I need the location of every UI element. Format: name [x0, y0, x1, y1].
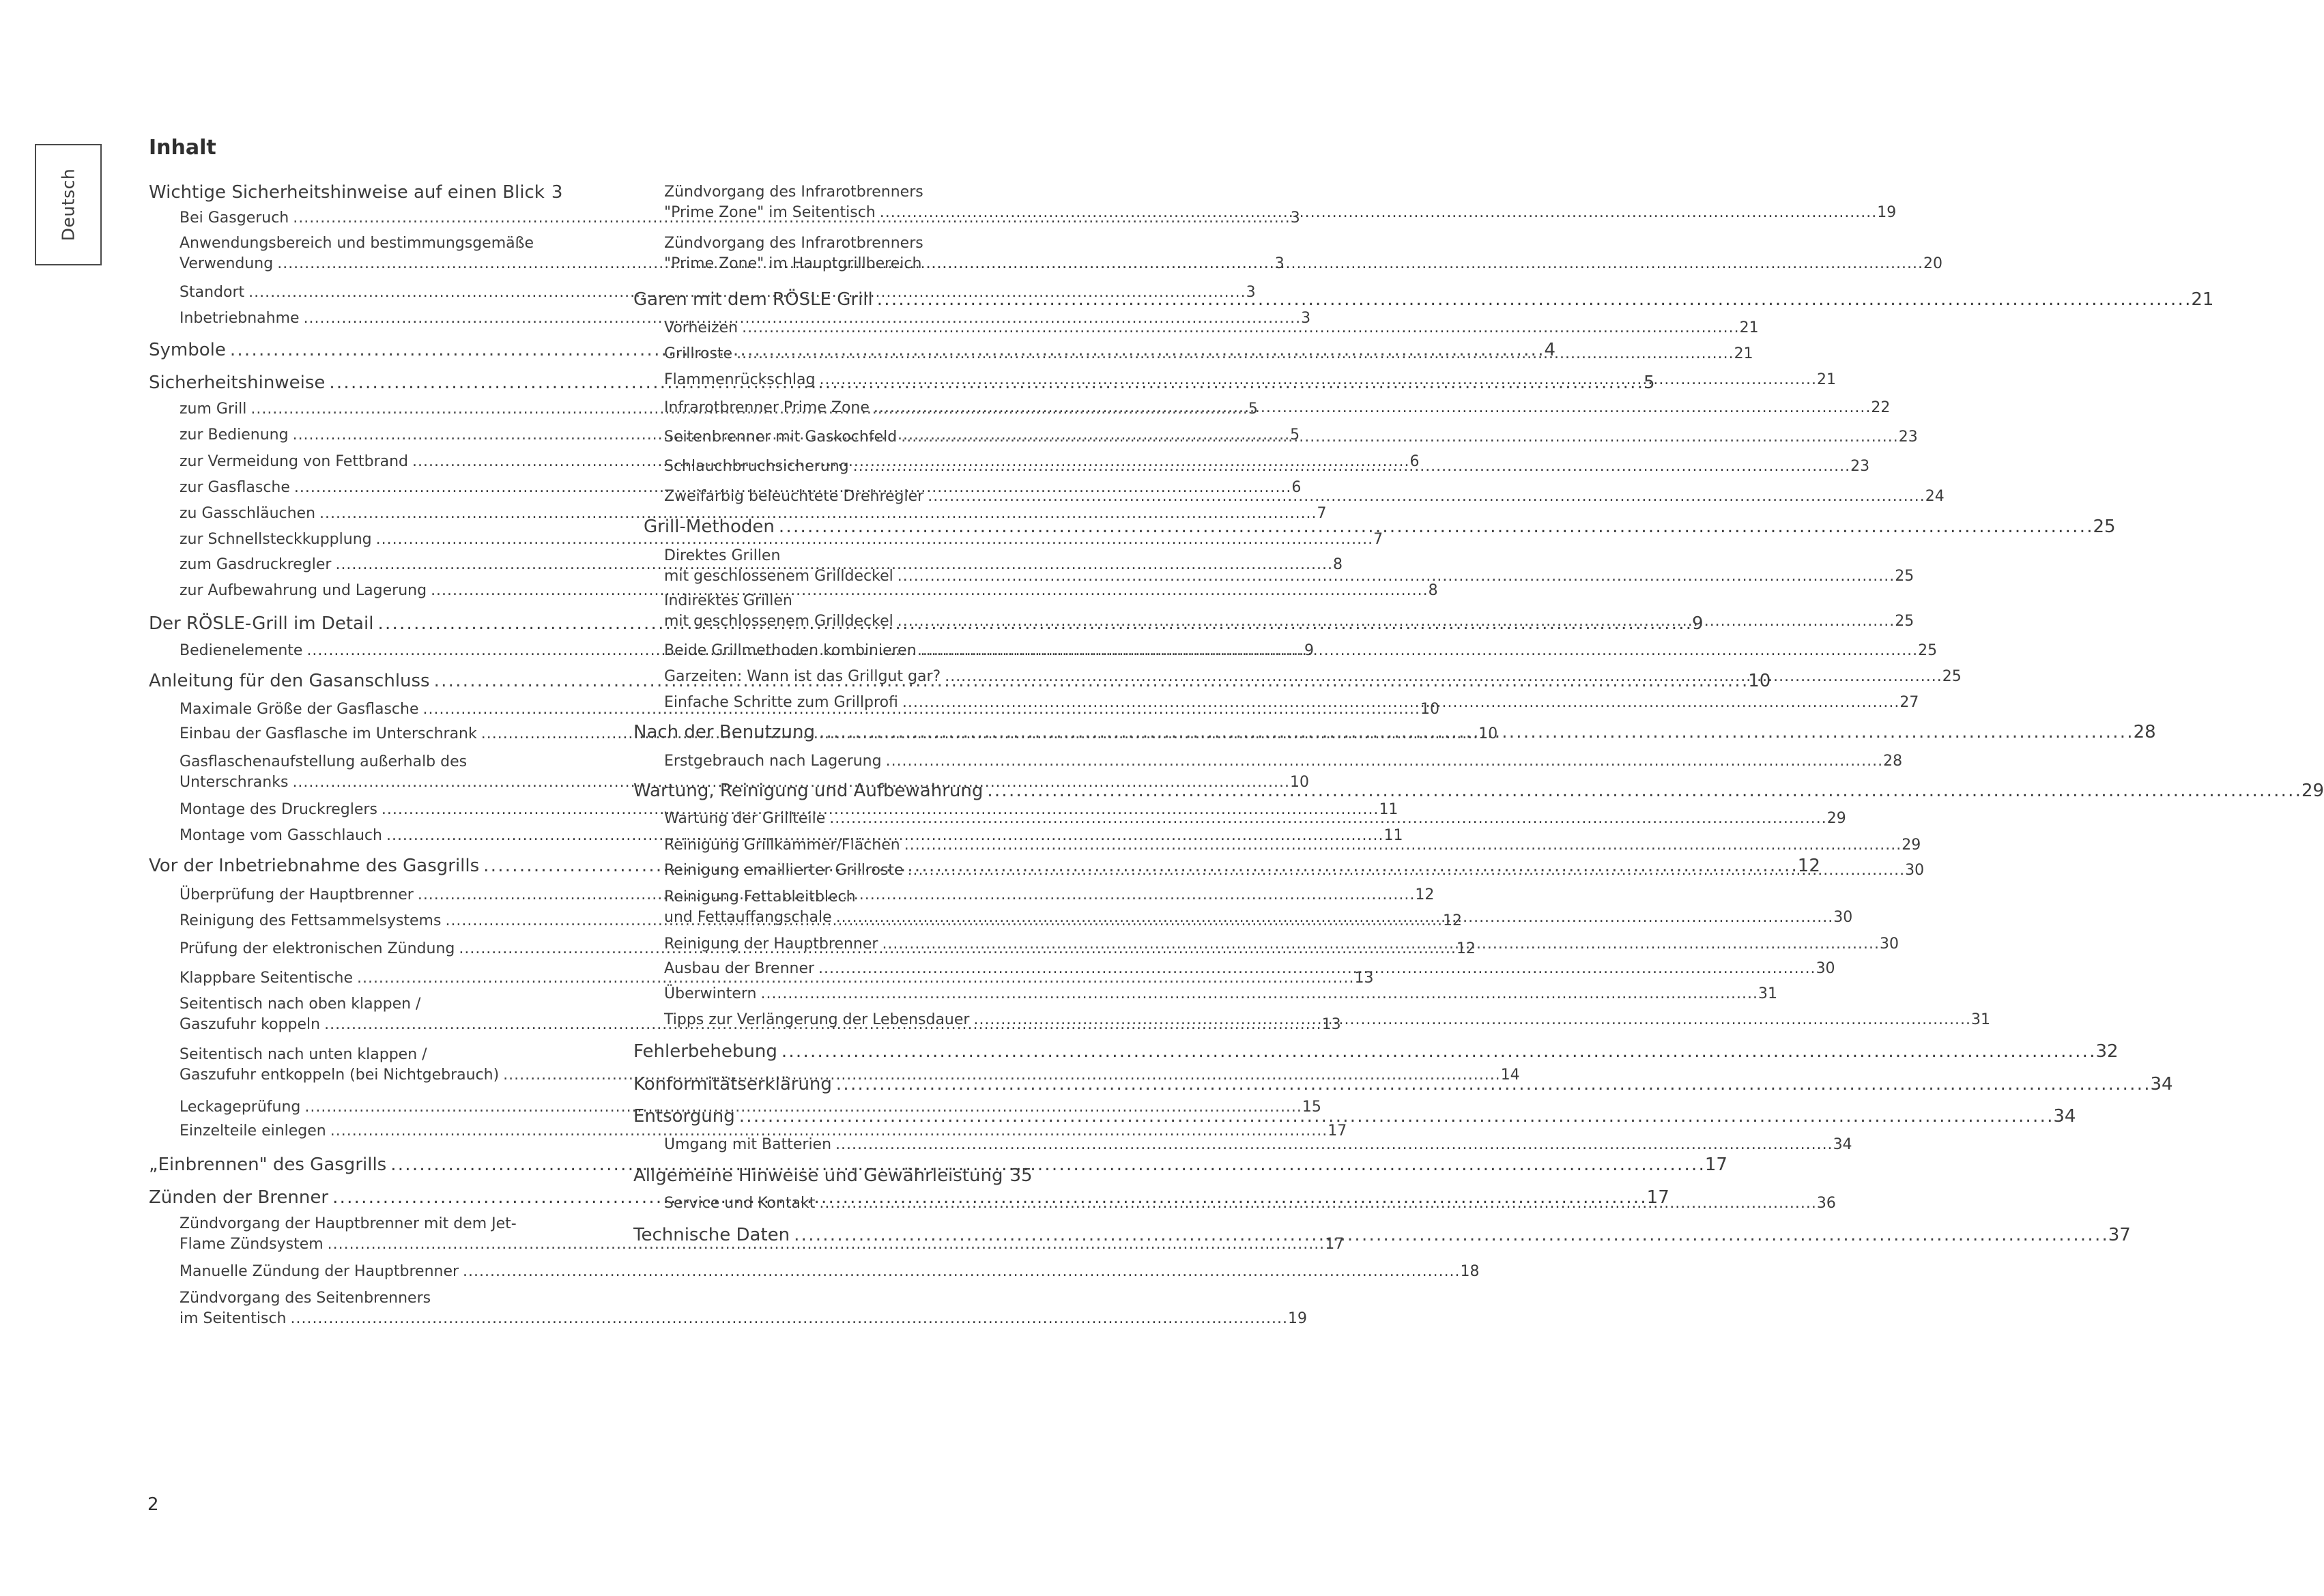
- toc-entry-title: Bedienelemente: [180, 642, 303, 659]
- dot-leader: [902, 693, 1897, 713]
- toc-entry-title: Einbau der Gasflasche im Unterschrank: [180, 725, 477, 742]
- toc-entry-title: Standort: [180, 284, 245, 301]
- toc-page-number: 11: [1383, 827, 1403, 844]
- dot-leader: [973, 1010, 1968, 1030]
- toc-page-number: 7: [1373, 531, 1383, 548]
- toc-page-number: 9: [1304, 642, 1314, 659]
- toc-entry-title-line: Anwendungsbereich und bestimmungsgemäße: [180, 235, 534, 252]
- toc-entry-title-line: Zündvorgang des Infrarotbrenners: [664, 184, 923, 201]
- toc-entry-title: Nach der Benutzung: [633, 722, 815, 742]
- toc-page-number: 21: [1739, 319, 1759, 336]
- toc-page-number: 28: [2133, 722, 2156, 742]
- toc-page-number: 5: [1290, 426, 1300, 444]
- page-number: 2: [147, 1494, 159, 1515]
- toc-entry-title: Infrarotbrenner Prime Zone: [664, 399, 870, 416]
- toc-page-number: 21: [1817, 371, 1836, 388]
- dot-leader: [901, 427, 1896, 448]
- dot-leader: [829, 809, 1824, 829]
- toc-page-number: 34: [2053, 1106, 2076, 1127]
- toc-page-number: 8: [1332, 556, 1343, 573]
- toc-entry-title: "Prime Zone" im Seitentisch: [664, 204, 876, 221]
- language-label: Deutsch: [58, 168, 78, 242]
- dot-leader: [928, 487, 1923, 507]
- toc-entry-title: Garen mit dem RÖSLE Grill: [633, 289, 873, 310]
- toc-page-number: 3: [1274, 255, 1285, 272]
- toc-entry-title: mit geschlossenem Grilldeckel: [664, 613, 893, 630]
- toc-page-number: 17: [1704, 1155, 1727, 1175]
- toc-page-number: 3: [551, 182, 563, 203]
- toc-page-number: 12: [1415, 886, 1435, 903]
- dot-leader: [779, 517, 2091, 537]
- toc-entry-title: Leckageprüfung: [180, 1099, 301, 1116]
- toc-entry[interactable]: [664, 398, 1891, 418]
- toc-entry-title: Erstgebrauch nach Lagerung: [664, 753, 882, 770]
- toc-page-number: 27: [1899, 694, 1919, 711]
- toc-page-number: 8: [1428, 582, 1438, 599]
- dot-leader: [882, 934, 1877, 955]
- toc-page-number: 30: [1833, 909, 1853, 926]
- toc-page-number: 13: [1354, 970, 1374, 987]
- toc-entry-title: im Seitentisch: [180, 1310, 287, 1327]
- toc-entry-title: Zweifarbig beleuchtete Drehregler: [664, 488, 924, 505]
- toc-entry-title: Verwendung: [180, 255, 274, 272]
- toc-page-number: 19: [1877, 204, 1897, 221]
- toc-page-number: 31: [1970, 1011, 1990, 1028]
- toc-page-number: 5: [1248, 401, 1258, 418]
- toc-entry-title: zur Gasflasche: [180, 479, 290, 496]
- toc-page-number: 6: [1291, 479, 1302, 496]
- toc-entry-title: Allgemeine Hinweise und Gewährleistung: [633, 1165, 1003, 1186]
- dot-leader: [926, 254, 1921, 274]
- toc-page-number: 20: [1923, 255, 1942, 272]
- toc-entry-title-line: Indirektes Grillen: [664, 592, 792, 609]
- toc-entry-title: zur Vermeidung von Fettbrand: [180, 453, 409, 470]
- toc-entry-title: zu Gasschläuchen: [180, 505, 316, 522]
- toc-entry-title: Umgang mit Batterien: [664, 1136, 832, 1153]
- toc-entry-title-line: Gasflaschenaufstellung außerhalb des: [180, 753, 468, 770]
- toc-page-number: 10: [1478, 725, 1498, 742]
- toc-entry-title: zum Grill: [180, 401, 247, 418]
- toc-entry-title: Grillroste: [664, 345, 733, 362]
- toc-entry-title: Gaszufuhr koppeln: [180, 1016, 321, 1033]
- toc-entry-title: Garzeiten: Wann ist das Grillgut gar?: [664, 668, 941, 685]
- toc-entry-title-line: Zündvorgang des Seitenbrenners: [180, 1290, 431, 1307]
- dot-leader: [781, 1041, 2093, 1062]
- toc-entry[interactable]: [664, 546, 1914, 587]
- toc-page-number: 37: [2108, 1225, 2131, 1245]
- dot-leader: [836, 908, 1831, 928]
- toc-entry-title-line: Seitentisch nach oben klappen /: [180, 996, 421, 1013]
- dot-leader: [945, 667, 1940, 687]
- toc-page-number: 23: [1850, 458, 1870, 475]
- toc-entry[interactable]: [664, 751, 1903, 772]
- toc-entry[interactable]: [664, 427, 1918, 448]
- toc-entry-title: Einfache Schritte zum Grillprofi: [664, 694, 898, 711]
- dot-leader: [836, 1074, 2148, 1094]
- toc-page-number: 30: [1905, 862, 1925, 879]
- toc-entry[interactable]: [664, 344, 1753, 364]
- toc-page-number: 19: [1288, 1310, 1308, 1327]
- toc-entry-title: Überprüfung der Hauptbrenner: [180, 886, 414, 903]
- toc-entry-title: Unterschranks: [180, 774, 289, 791]
- toc-entry-title: Tipps zur Verlängerung der Lebensdauer: [664, 1011, 970, 1028]
- dot-leader: [904, 835, 1899, 856]
- toc-entry[interactable]: [180, 1121, 1347, 1142]
- toc-entry-title: Gaszufuhr entkoppeln (bei Nichtgebrauch): [180, 1067, 500, 1084]
- toc-page-number: 22: [1871, 399, 1891, 416]
- toc-entry-title: Überwintern: [664, 985, 757, 1002]
- toc-page-number: 3: [1301, 310, 1311, 327]
- toc-page-number: 12: [1797, 856, 1820, 876]
- toc-page-number: 24: [1925, 488, 1945, 505]
- dot-leader: [835, 1135, 1831, 1155]
- toc-page-number: 28: [1883, 753, 1903, 770]
- toc-entry[interactable]: [664, 984, 1777, 1004]
- toc-page-number: 29: [1826, 810, 1846, 827]
- toc-entry-title: Flammenrückschlag: [664, 371, 816, 388]
- dot-leader: [794, 1225, 2106, 1245]
- dot-leader: [291, 1309, 1286, 1329]
- toc-entry-title: Seitenbrenner mit Gaskochfeld: [664, 429, 898, 446]
- toc-entry-title: Klappbare Seitentische: [180, 970, 353, 987]
- toc-entry-title: Anleitung für den Gasanschluss: [149, 671, 430, 691]
- toc-page-number: 30: [1879, 935, 1899, 953]
- toc-page-number: 35: [1009, 1165, 1033, 1186]
- toc-page-number: 11: [1379, 801, 1398, 818]
- toc-entry-title: Zünden der Brenner: [149, 1187, 329, 1208]
- toc-entry[interactable]: [664, 370, 1836, 390]
- toc-page-number: 12: [1456, 940, 1476, 957]
- toc-page-number: 13: [1321, 1016, 1341, 1033]
- toc-entry[interactable]: [180, 529, 1383, 550]
- toc-entry-title: Service und Kontakt: [664, 1195, 816, 1212]
- toc-entry-title: Reinigung des Fettsammelsystems: [180, 912, 442, 929]
- toc-entry-title: Sicherheitshinweise: [149, 373, 326, 393]
- toc-page-number: 9: [1692, 613, 1704, 634]
- toc-page-number: 32: [2095, 1041, 2119, 1062]
- toc-section[interactable]: [633, 1041, 2119, 1062]
- toc-page-number: 18: [1460, 1263, 1480, 1280]
- toc-page-number: 15: [1302, 1099, 1321, 1116]
- toc-entry-title: Inbetriebnahme: [180, 310, 300, 327]
- toc-section[interactable]: [149, 182, 563, 203]
- language-tab: [35, 144, 102, 265]
- toc-entry-title: zur Schnellsteckkupplung: [180, 531, 372, 548]
- dot-leader: [898, 611, 1893, 632]
- toc-page-number: 29: [2301, 781, 2324, 801]
- toc-page-number: 30: [1816, 960, 1835, 977]
- toc-page-number: 3: [1246, 284, 1256, 301]
- dot-leader: [760, 984, 1755, 1004]
- toc-entry-title: Beide Grillmethoden kombinieren: [664, 642, 917, 659]
- toc-entry-title: Flame Zündsystem: [180, 1236, 324, 1253]
- toc-entry-title: Manuelle Zündung der Hauptbrenner: [180, 1263, 459, 1280]
- toc-page-number: 25: [1918, 642, 1938, 659]
- toc-entry[interactable]: [664, 456, 1870, 477]
- toc-page-number: 25: [2093, 517, 2116, 537]
- dot-leader: [886, 751, 1881, 772]
- toc-entry-title: Montage des Druckreglers: [180, 801, 377, 818]
- toc-section[interactable]: [633, 1165, 1031, 1186]
- toc-entry[interactable]: [664, 318, 1759, 338]
- toc-entry-title: Wartung der Grillteile: [664, 810, 826, 827]
- toc-entry[interactable]: [664, 487, 1945, 507]
- toc-page-number: 4: [1544, 340, 1556, 360]
- toc-page-number: 23: [1898, 429, 1918, 446]
- toc-entry-title: Wichtige Sicherheitshinweise auf einen Blick: [149, 182, 545, 203]
- toc-page-number: 6: [1409, 453, 1420, 470]
- dot-leader: [853, 456, 1848, 477]
- toc-entry-title: Ausbau der Brenner: [664, 960, 815, 977]
- toc-entry-title: Grill-Methoden: [644, 517, 775, 537]
- toc-entry-title: zur Bedienung: [180, 426, 289, 444]
- toc-entry-title-line: Seitentisch nach unten klappen /: [180, 1046, 427, 1063]
- toc-entry-title: mit geschlossenem Grilldeckel: [664, 568, 893, 585]
- toc-entry-title-line: Reinigung Fettableitblech: [664, 888, 856, 905]
- dot-leader: [898, 566, 1893, 587]
- dot-leader: [390, 1155, 1702, 1175]
- toc-entry-title: Montage vom Gasschlauch: [180, 827, 382, 844]
- dot-leader: [908, 860, 1903, 881]
- toc-entry-title: Symbole: [149, 340, 226, 360]
- toc-page-number: 34: [2150, 1074, 2173, 1094]
- toc-entry-title: Reinigung der Hauptbrenner: [664, 935, 878, 953]
- toc-entry[interactable]: [180, 504, 1327, 524]
- toc-page-number: 3: [1290, 209, 1300, 227]
- toc-entry-title-line: Zündvorgang des Infrarotbrenners: [664, 235, 923, 252]
- toc-page-number: 25: [1895, 613, 1914, 630]
- toc-page-number: 10: [1289, 774, 1309, 791]
- toc-entry-title: zum Gasdruckregler: [180, 556, 332, 573]
- toc-entry-title: zur Aufbewahrung und Lagerung: [180, 582, 427, 599]
- dot-leader: [739, 1106, 2051, 1127]
- toc-entry-title: Wartung, Reinigung und Aufbewahrung: [633, 781, 984, 801]
- dot-leader: [736, 344, 1732, 364]
- toc-page-number: 17: [1646, 1187, 1669, 1208]
- dot-leader: [818, 959, 1813, 979]
- toc-page-number: 10: [1748, 671, 1771, 691]
- dot-leader: [987, 781, 2299, 801]
- toc-page-number: 25: [1942, 668, 1962, 685]
- toc-entry[interactable]: [664, 233, 1942, 274]
- dot-leader: [819, 1193, 1814, 1214]
- toc-entry-title: Maximale Größe der Gasflasche: [180, 701, 419, 718]
- toc-section[interactable]: [633, 289, 2214, 310]
- toc-page-number: 14: [1500, 1067, 1520, 1084]
- toc-section[interactable]: [149, 1155, 1727, 1175]
- toc-entry-title: Vor der Inbetriebnahme des Gasgrills: [149, 856, 480, 876]
- toc-entry-title: "Prime Zone" im Hauptgrillbereich: [664, 255, 922, 272]
- dot-leader: [880, 203, 1875, 223]
- toc-entry-title-line: Zündvorgang der Hauptbrenner mit dem Jet-: [180, 1215, 517, 1232]
- toc-page-number: 17: [1328, 1122, 1347, 1140]
- toc-entry-title: Reinigung Grillkammer/Flächen: [664, 837, 900, 854]
- toc-page-number: 17: [1325, 1236, 1345, 1253]
- toc-entry-title-line: Direktes Grillen: [664, 547, 781, 564]
- toc-entry-title: Reinigung emaillierter Grillroste: [664, 862, 904, 879]
- toc-entry-title: Einzelteile einlegen: [180, 1122, 326, 1140]
- toc-page-number: 36: [1816, 1195, 1836, 1212]
- toc-entry-title: Schlauchbruchsicherung: [664, 458, 849, 475]
- dot-leader: [742, 318, 1737, 338]
- dot-leader: [874, 398, 1869, 418]
- toc-page-number: 21: [2191, 289, 2214, 310]
- toc-page-number: 25: [1895, 568, 1914, 585]
- toc-entry-title: Technische Daten: [633, 1225, 790, 1245]
- dot-leader: [819, 370, 1814, 390]
- toc-section[interactable]: [644, 517, 2116, 537]
- toc-entry-title: Konformitätserklärung: [633, 1074, 832, 1094]
- toc-page-number: 21: [1734, 345, 1753, 362]
- toc-entry-title: Prüfung der elektronischen Zündung: [180, 940, 455, 957]
- toc-page-number: 29: [1902, 837, 1921, 854]
- toc-entry[interactable]: [180, 1262, 1480, 1282]
- toc-entry[interactable]: [180, 1288, 1308, 1329]
- dot-leader: [819, 722, 2131, 742]
- page-title: Inhalt: [149, 136, 216, 160]
- toc-page-number: 7: [1317, 505, 1327, 522]
- toc-entry-title: Vorheizen: [664, 319, 738, 336]
- toc-entry-title: Entsorgung: [633, 1106, 735, 1127]
- dot-leader: [877, 289, 2189, 310]
- toc-entry-title: Bei Gasgeruch: [180, 209, 289, 227]
- toc-entry[interactable]: [664, 1135, 1852, 1155]
- toc-page-number: 12: [1442, 912, 1462, 929]
- toc-page-number: 10: [1420, 701, 1440, 718]
- toc-entry[interactable]: [664, 182, 1897, 223]
- toc-entry-title: „Einbrennen" des Gasgrills: [149, 1155, 387, 1175]
- dot-leader: [921, 641, 1916, 661]
- toc-page-number: 31: [1758, 985, 1777, 1002]
- toc-page-number: 34: [1833, 1136, 1852, 1153]
- toc-entry-title: Der RÖSLE-Grill im Detail: [149, 613, 374, 634]
- toc-entry[interactable]: [664, 591, 1914, 632]
- toc-entry-title: und Fettauffangschale: [664, 909, 832, 926]
- dot-leader: [463, 1262, 1458, 1282]
- toc-entry[interactable]: [664, 641, 1938, 661]
- toc-entry-title: Fehlerbehebung: [633, 1041, 777, 1062]
- toc-page-number: 5: [1643, 373, 1655, 393]
